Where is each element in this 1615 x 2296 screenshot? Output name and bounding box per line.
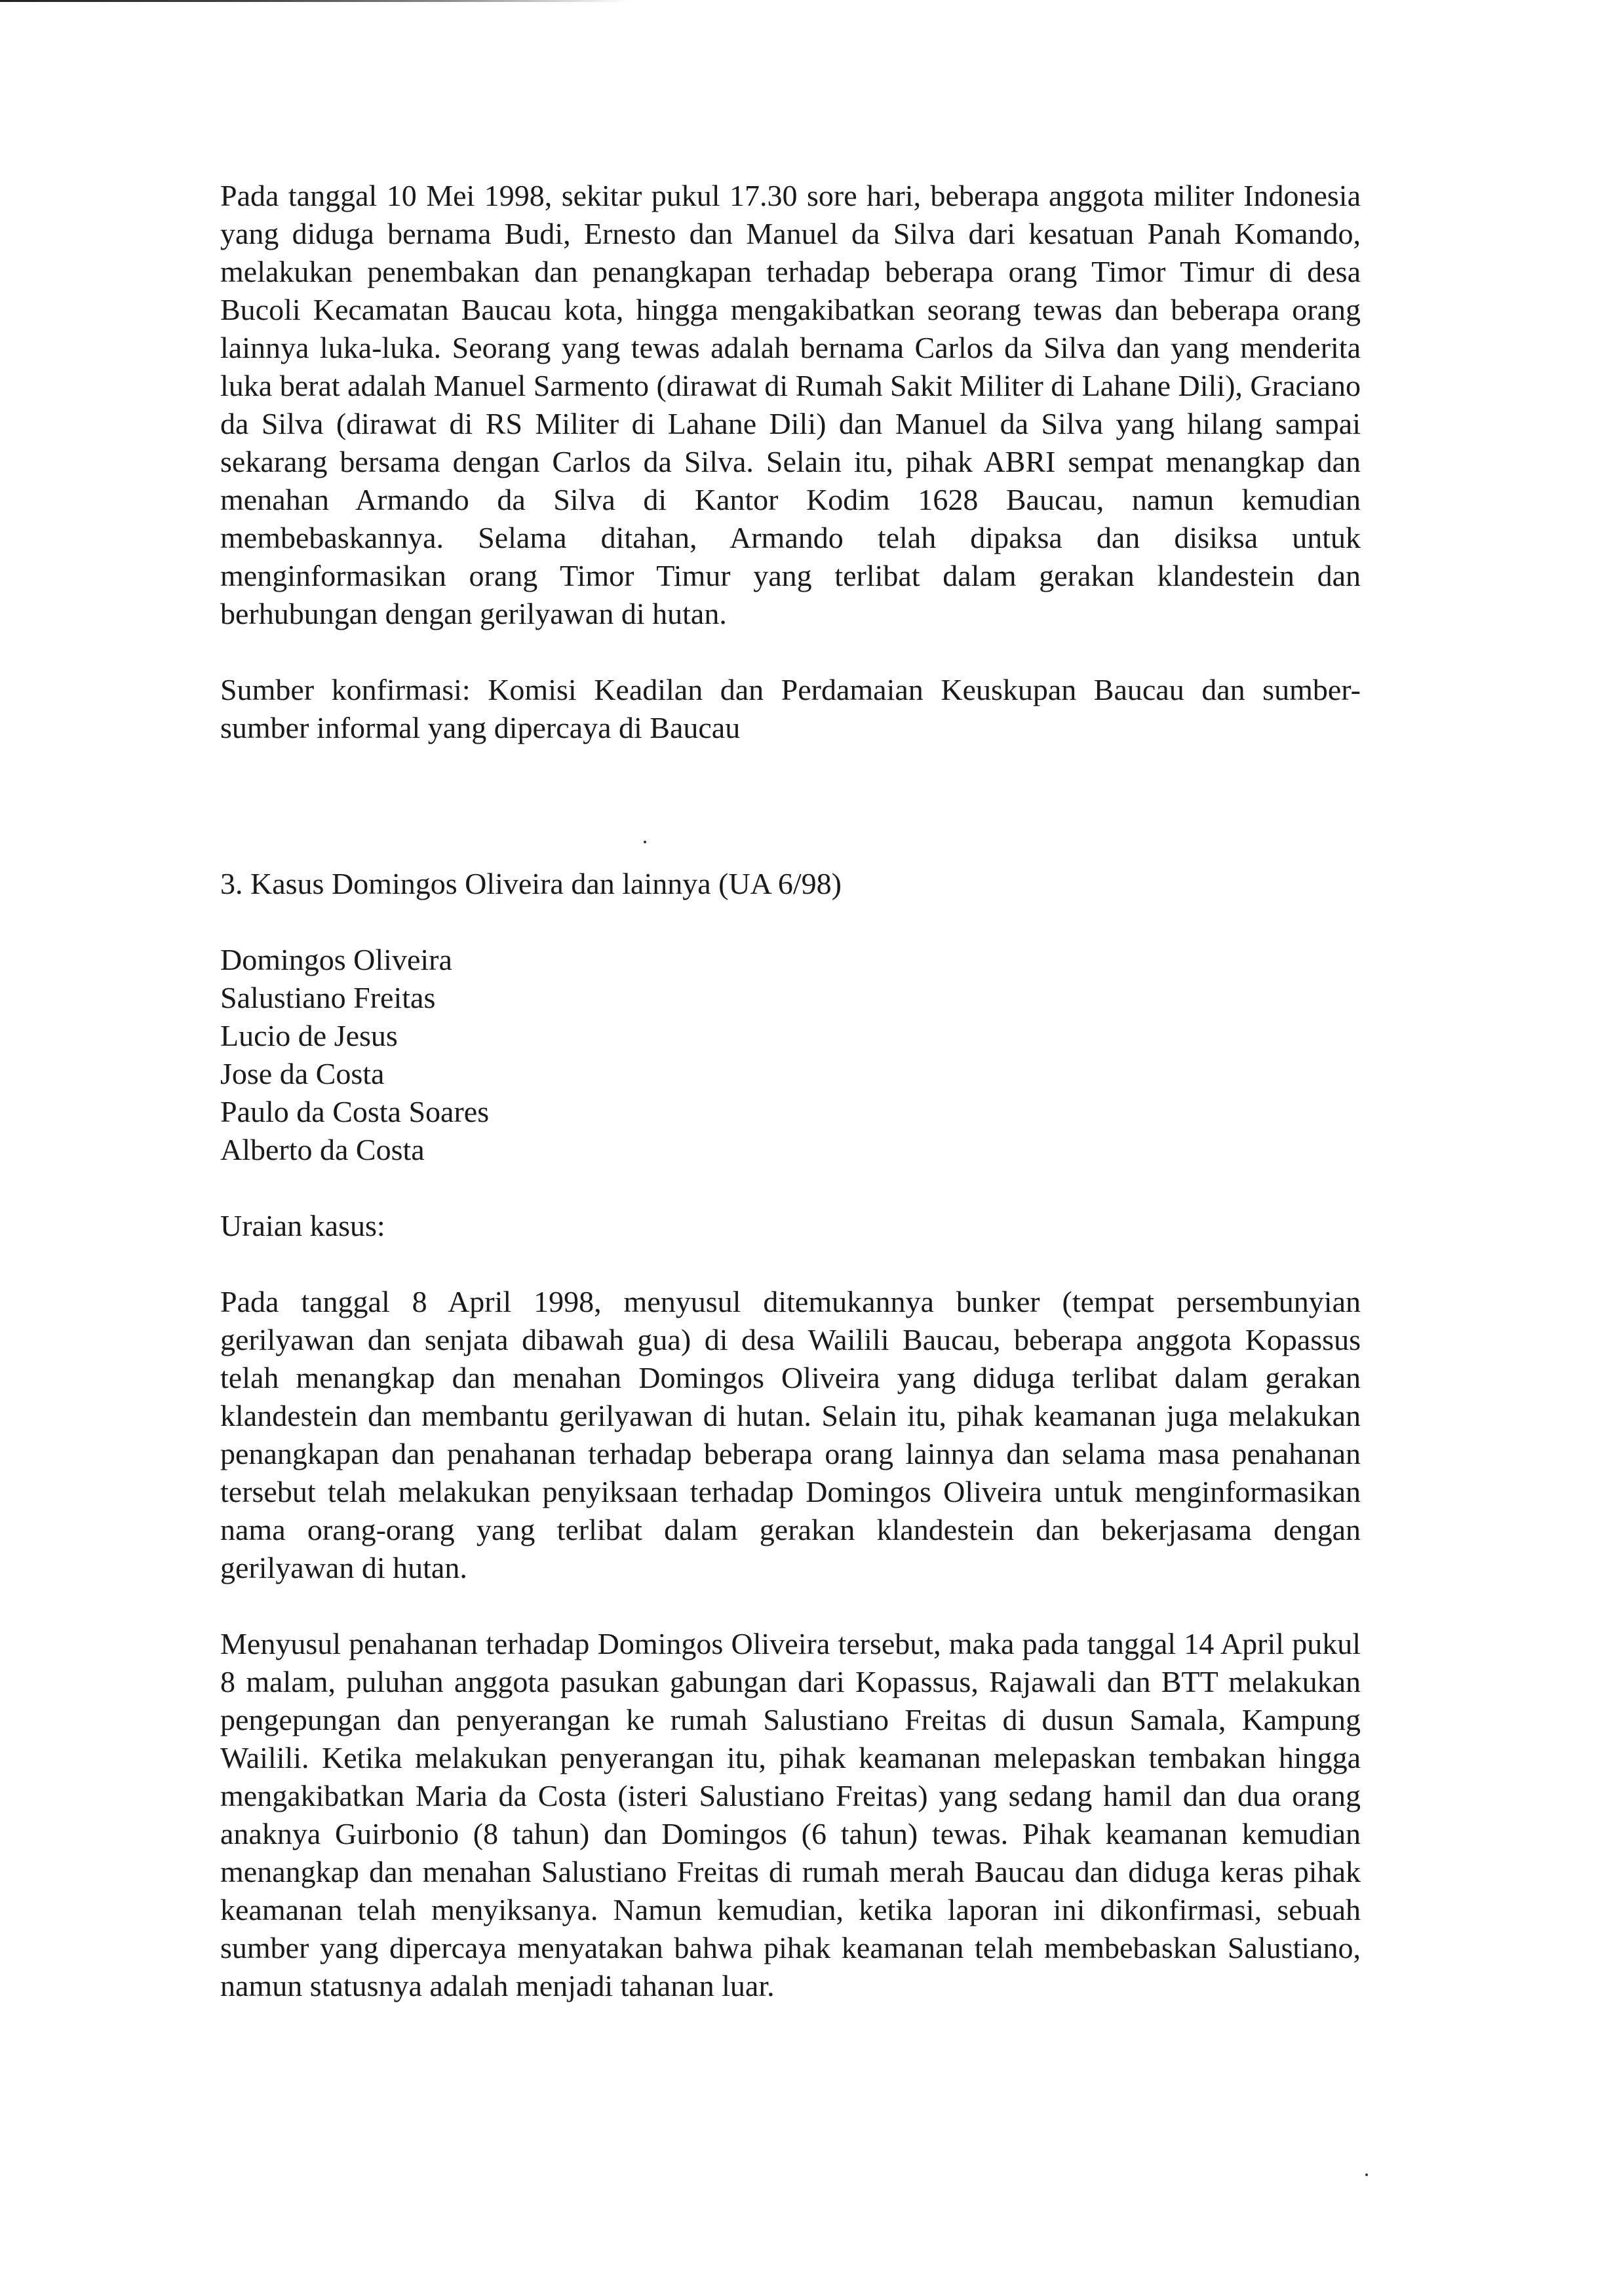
paragraph-bucoli-incident: Pada tanggal 10 Mei 1998, sekitar pukul 17.30 sore hari, beberapa anggota militer Indonesia yang diduga bernama Budi, Ernesto dan Manuel da Silva dari kesatuan Panah Komando, melakukan penembakan dan penangkapan terhadap beberapa orang Timor Timur di desa Bucoli Kecamatan Baucau kota, hingga mengakibatkan seorang tewas dan beberapa orang lainnya luka-luka. Seorang yang tewas adalah bernama Carlos da Silva dan yang menderita luka berat adalah Manuel Sarmento (dirawat di Rumah Sakit Militer di Lahane Dili), Graciano da Silva (dirawat di RS Militer di Lahane Dili) dan Manuel da Silva yang hilang sampai sekarang bersama dengan Carlos da Silva. Selain itu, pihak ABRI sempat menangkap dan menahan Armando da Silva di Kantor Kodim 1628 Baucau, namun kemudian membebaskannya. Selama ditahan, Armando telah dipaksa dan disiksa untuk menginformasikan orang Timor Timur yang terlibat dalam gerakan klandestein dan berhubungan dengan gerilyawan di hutan.	[220, 179, 1361, 630]
paragraph-samala-attack: Menyusul penahanan terhadap Domingos Oliveira tersebut, maka pada tanggal 14 April pukul 8 malam, puluhan anggota pasukan gabungan dari Kopassus, Rajawali dan BTT melakukan pengepungan dan penyerangan ke rumah Salustiano Freitas di dusun Samala, Kampung Wailili. Ketika melakukan penyerangan itu, pihak keamanan melepaskan tembakan hingga mengakibatkan Maria da Costa (isteri Salustiano Freitas) yang sedang hamil dan dua orang anaknya Guirbonio (8 tahun) dan Domingos (6 tahun) tewas. Pihak keamanan kemudian menangkap dan menahan Salustiano Freitas di rumah merah Baucau dan diduga keras pihak keamanan telah menyiksanya. Namun kemudian, ketika laporan ini dikonfirmasi, sebuah sumber yang dipercaya menyatakan bahwa pihak keamanan telah membebaskan Salustiano, namun statusnya adalah menjadi tahanan luar.	[220, 1627, 1361, 2002]
victim-name: Alberto da Costa	[220, 1133, 425, 1166]
victim-name: Paulo da Costa Soares	[220, 1095, 490, 1128]
scan-speck	[644, 841, 646, 843]
case-description-label: Uraian kasus:	[220, 1209, 385, 1242]
paragraph-wailili-arrest: Pada tanggal 8 April 1998, menyusul ditemukannya bunker (tempat persembunyian gerilyawan dan senjata dibawah gua) di desa Wailili Baucau, beberapa anggota Kopassus telah menangkap dan menahan Domingos Oliveira yang diduga terlibat dalam gerakan klandestein dan membantu gerilyawan di hutan. Selain itu, pihak keamanan juga melakukan penangkapan dan penahanan terhadap beberapa orang lainnya dan selama masa penahanan tersebut telah melakukan penyiksaan terhadap Domingos Oliveira untuk menginformasikan nama orang-orang yang terlibat dalam gerakan klandestein dan bekerjasama dengan gerilyawan di hutan.	[220, 1285, 1361, 1584]
victim-name: Domingos Oliveira	[220, 943, 452, 976]
section-spacer	[220, 747, 1361, 865]
scan-speck	[1365, 2173, 1368, 2176]
scan-edge-artifact	[0, 0, 629, 2]
case-heading: 3. Kasus Domingos Oliveira dan lainnya (UA 6/98)	[220, 867, 842, 900]
victim-name: Salustiano Freitas	[220, 981, 436, 1014]
victim-names-list	[220, 941, 1361, 1169]
victim-name: Jose da Costa	[220, 1057, 385, 1090]
victim-name: Lucio de Jesus	[220, 1019, 398, 1052]
document-body	[220, 177, 1361, 2005]
source-confirmation: Sumber konfirmasi: Komisi Keadilan dan Perdamaian Keuskupan Baucau dan sumber-sumber informal yang dipercaya di Baucau	[220, 673, 1361, 744]
